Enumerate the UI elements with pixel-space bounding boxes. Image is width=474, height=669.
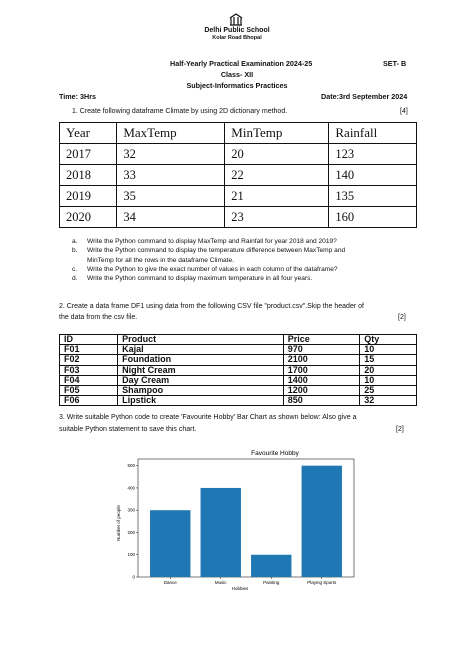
subquestion-d: d. Write the Python command to display maximum temperature in all four years. <box>72 275 313 283</box>
table-cell: 32 <box>117 144 225 165</box>
set-label: SET- B <box>383 59 407 68</box>
bar <box>201 488 241 577</box>
exam-title: Half-Yearly Practical Examination 2024-25 <box>170 59 313 68</box>
table-header-cell: ID <box>60 335 118 345</box>
table-cell: 2018 <box>60 165 117 186</box>
table-cell: Foundation <box>118 355 284 365</box>
table-cell: 2017 <box>60 144 117 165</box>
table-header-cell: MaxTemp <box>117 123 225 144</box>
table-cell: Day Cream <box>118 375 284 385</box>
table-header-cell: MinTemp <box>225 123 329 144</box>
table-header-cell: Year <box>60 123 117 144</box>
y-tick-label: 200 <box>127 529 135 535</box>
table-row <box>60 144 417 165</box>
table-cell: 970 <box>283 345 360 355</box>
subject-label: Subject-Informatics Practices <box>186 81 288 90</box>
table-cell: 2019 <box>60 186 117 207</box>
table-row <box>60 345 417 355</box>
climate-table <box>59 122 417 228</box>
table-cell: Night Cream <box>118 365 284 375</box>
q2-text-line2: the data from the csv file. <box>59 314 138 321</box>
bar <box>150 510 190 577</box>
table-cell: F04 <box>60 375 118 385</box>
table-cell: 1700 <box>283 365 360 375</box>
bar <box>251 555 291 577</box>
table-cell: 10 <box>360 345 417 355</box>
class-label: Class- XII <box>220 70 254 79</box>
q2-text-line1: 2. Create a data frame DF1 using data from the following CSV file "product.csv".Skip the header of <box>59 303 364 310</box>
y-tick-label: 300 <box>127 507 135 513</box>
q3-marks: [2] <box>396 426 404 433</box>
q3-text-line2: suitable Python statement to save this chart. <box>59 426 197 433</box>
table-cell: 32 <box>360 396 417 406</box>
q1-marks: [4] <box>400 108 408 115</box>
chart-ylabel: Number of people <box>116 505 121 541</box>
school-location: Kolar Road Bhopal <box>212 35 262 41</box>
q2-marks: [2] <box>398 314 406 321</box>
favourite-hobby-chart <box>110 445 360 595</box>
chart-xlabel: Hobbies <box>231 586 249 591</box>
y-tick-label: 100 <box>127 552 135 558</box>
table-cell: Lipstick <box>118 396 284 406</box>
q1-subquestions <box>72 237 432 283</box>
table-cell: F01 <box>60 345 118 355</box>
table-cell: 20 <box>225 144 329 165</box>
table-cell: 25 <box>360 386 417 396</box>
subquestion-b-cont: MinTemp for all the rows in the dataframe Climate. <box>87 256 234 264</box>
table-cell: 20 <box>360 365 417 375</box>
table-row <box>60 365 417 375</box>
time-label: Time: 3Hrs <box>59 92 97 101</box>
table-row <box>60 375 417 385</box>
table-cell: 140 <box>329 165 417 186</box>
subquestion-c: c. Write the Python to give the exact number of values in each column of the dataframe? <box>72 265 338 273</box>
table-header-row <box>60 335 417 345</box>
table-cell: F06 <box>60 396 118 406</box>
table-cell: 21 <box>225 186 329 207</box>
table-cell: 35 <box>117 186 225 207</box>
table-row <box>60 165 417 186</box>
table-cell: 850 <box>283 396 360 406</box>
table-cell: 10 <box>360 375 417 385</box>
subquestion-b: b. Write the Python command to display the temperature difference between MaxTemp and <box>72 247 346 255</box>
table-cell: 135 <box>329 186 417 207</box>
table-cell: F02 <box>60 355 118 365</box>
y-tick-label: 0 <box>132 574 135 580</box>
x-tick-label: Playing Sports <box>307 580 337 585</box>
table-cell: 2020 <box>60 207 117 228</box>
table-cell: 22 <box>225 165 329 186</box>
table-cell: 34 <box>117 207 225 228</box>
date-label: Date:3rd September 2024 <box>321 92 408 101</box>
table-row <box>60 396 417 406</box>
table-cell: 1200 <box>283 386 360 396</box>
school-name: Delhi Public School <box>204 27 270 34</box>
table-cell: 1400 <box>283 375 360 385</box>
table-row <box>60 186 417 207</box>
x-tick-label: Painting <box>263 580 280 585</box>
table-header-cell: Qty <box>360 335 417 345</box>
table-cell: Kajal <box>118 345 284 355</box>
y-tick-label: 400 <box>127 485 135 491</box>
table-cell: 2100 <box>283 355 360 365</box>
x-tick-label: Music <box>214 580 227 585</box>
subquestion-a: a. Write the Python command to display MaxTemp and Rainfall for year 2018 and 2019? <box>72 238 337 245</box>
table-row <box>60 207 417 228</box>
table-cell: Shampoo <box>118 386 284 396</box>
product-table <box>59 334 417 406</box>
y-tick-label: 500 <box>127 463 135 469</box>
table-header-cell: Price <box>283 335 360 345</box>
table-header-cell: Rainfall <box>329 123 417 144</box>
table-cell: F03 <box>60 365 118 375</box>
table-cell: 23 <box>225 207 329 228</box>
school-logo <box>228 12 244 28</box>
table-header-row <box>60 123 417 144</box>
table-cell: 15 <box>360 355 417 365</box>
chart-title: Favourite Hobby <box>251 450 299 457</box>
table-row <box>60 386 417 396</box>
table-header-cell: Product <box>118 335 284 345</box>
table-cell: F05 <box>60 386 118 396</box>
table-cell: 123 <box>329 144 417 165</box>
table-cell: 160 <box>329 207 417 228</box>
table-row <box>60 355 417 365</box>
bar <box>302 466 342 577</box>
x-tick-label: Dance <box>163 580 177 585</box>
q1-text: 1. Create following dataframe Climate by using 2D dictionary method. <box>72 108 288 115</box>
table-cell: 33 <box>117 165 225 186</box>
q3-text-line1: 3. Write suitable Python code to create 'Favourite Hobby' Bar Chart as shown below: Also give a <box>59 414 357 421</box>
